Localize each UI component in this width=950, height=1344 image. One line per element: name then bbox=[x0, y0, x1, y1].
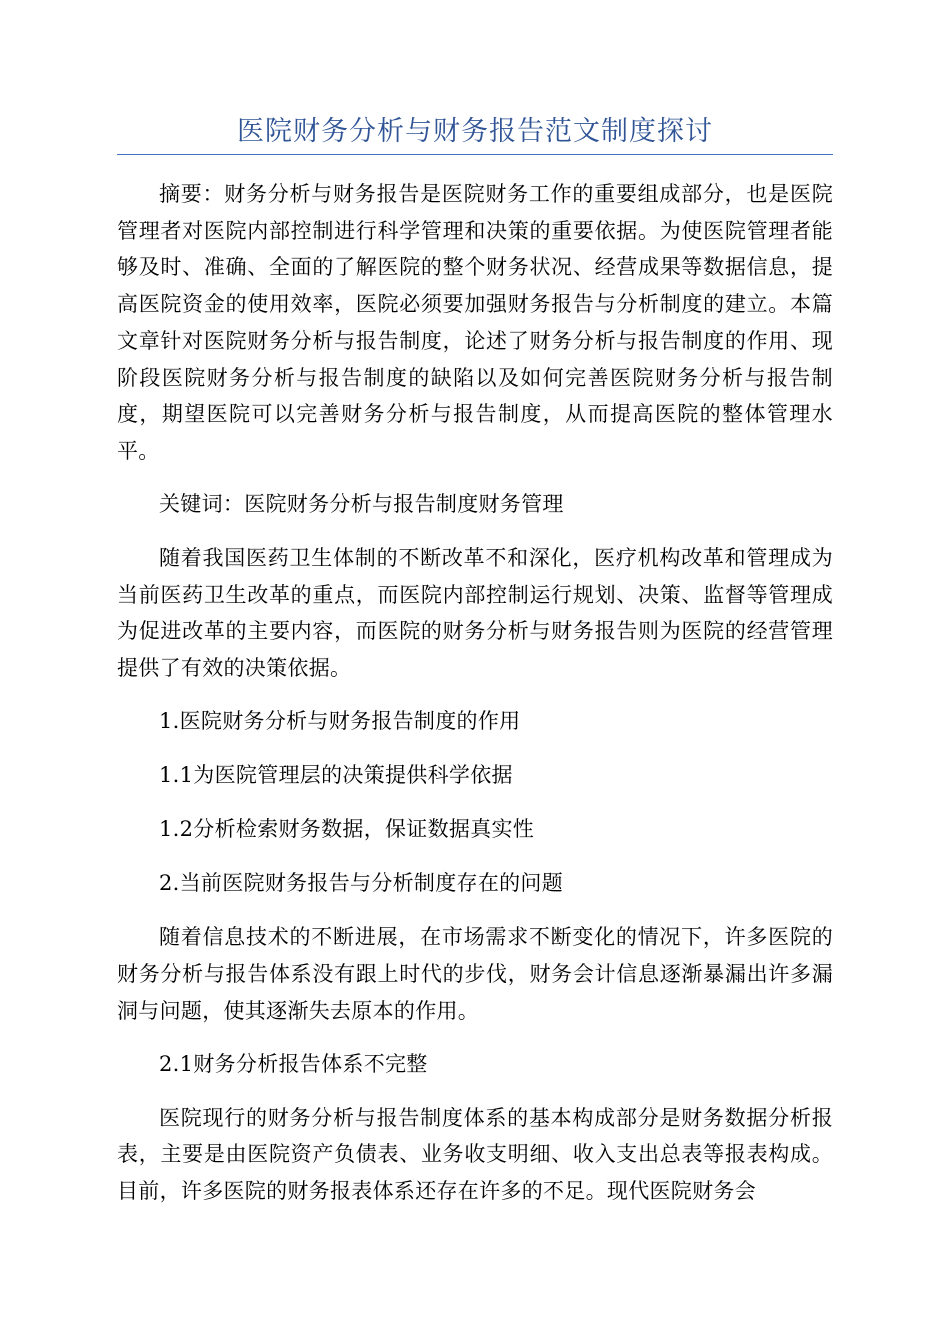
section-2-paragraph: 随着信息技术的不断进展，在市场需求不断变化的情况下，许多医院的财务分析与报告体系没有跟上时代的步伐，财务会计信息逐渐暴漏出许多漏洞与问题，使其逐渐失去原本的作用。 bbox=[117, 925, 833, 1023]
section-heading-1: 1.医院财务分析与财务报告制度的作用 bbox=[159, 708, 521, 733]
subsection-heading-2-1: 2.1财务分析报告体系不完整 bbox=[159, 1051, 428, 1076]
subsection-heading-1-1: 1.1为医院管理层的决策提供科学依据 bbox=[159, 762, 513, 787]
keywords-paragraph: 关键词：医院财务分析与报告制度财务管理 bbox=[159, 491, 564, 516]
subsection-heading-1-2: 1.2分析检索财务数据，保证数据真实性 bbox=[159, 817, 535, 842]
intro-paragraph: 随着我国医药卫生体制的不断改革不和深化，医疗机构改革和管理成为当前医药卫生改革的重点，而医院内部控制运行规划、决策、监督等管理成为促进改革的主要内容，而医院的财务分析与财务报告则为医院的经营管理提供了有效的决策依据。 bbox=[117, 545, 833, 680]
abstract-paragraph: 摘要：财务分析与财务报告是医院财务工作的重要组成部分，也是医院管理者对医院内部控制进行科学管理和决策的重要依据。为使医院管理者能够及时、准确、全面的了解医院的整个财务状况、经营成果等数据信息，提高医院资金的使用效率，医院必须要加强财务报告与分析制度的建立。本篇文章针对医院财务分析与报告制度，论述了财务分析与报告制度的作用、现阶段医院财务分析与报告制度的缺陷以及如何完善医院财务分析与报告制度，期望医院可以完善财务分析与报告制度，从而提高医院的整体管理水平。 bbox=[117, 182, 833, 463]
document-body bbox=[117, 176, 833, 1226]
title-underline bbox=[117, 154, 833, 155]
section-heading-2: 2.当前医院财务报告与分析制度存在的问题 bbox=[159, 871, 564, 896]
subsection-2-1-paragraph: 医院现行的财务分析与报告制度体系的基本构成部分是财务数据分析报表，主要是由医院资产负债表、业务收支明细、收入支出总表等报表构成。目前，许多医院的财务报表体系还存在许多的不足。现代医院财务会 bbox=[117, 1105, 833, 1204]
page-title: 医院财务分析与财务报告范文制度探讨 bbox=[237, 116, 713, 147]
